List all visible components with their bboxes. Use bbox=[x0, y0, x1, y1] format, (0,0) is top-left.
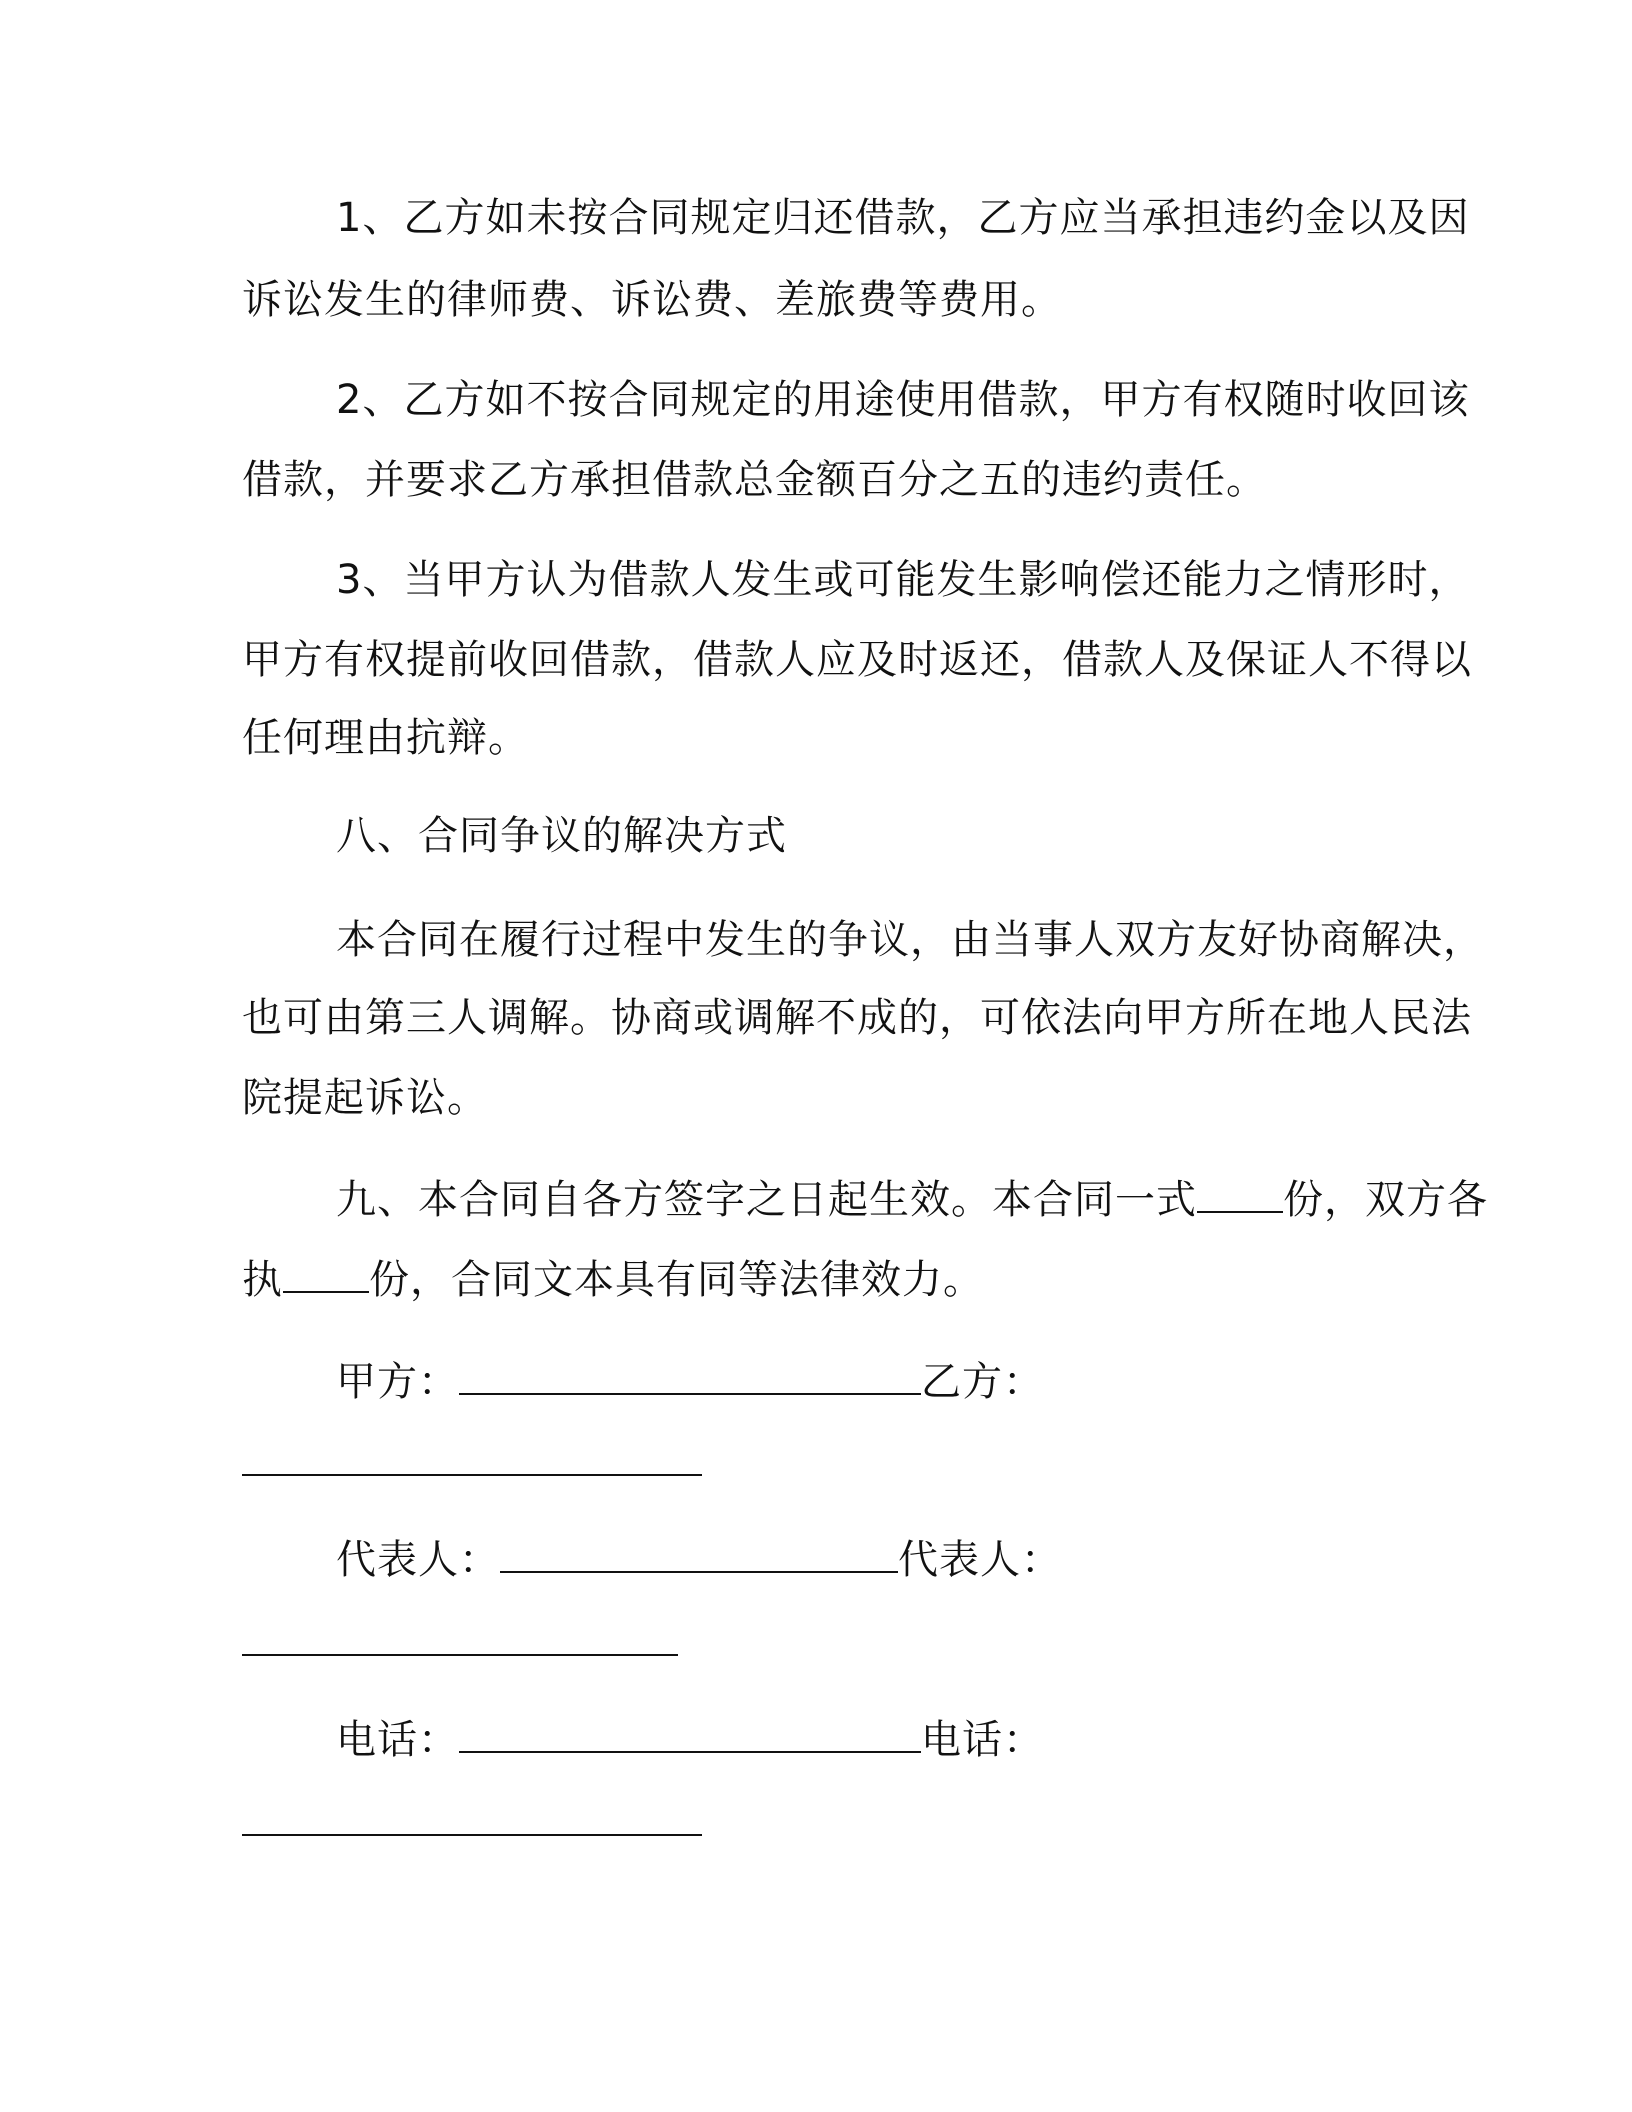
section-8-line-1: 本合同在履行过程中发生的争议，由当事人双方友好协商解决， bbox=[336, 917, 1484, 963]
section-9-line-1 bbox=[336, 1172, 1488, 1228]
rep-b-blank[interactable] bbox=[242, 1654, 678, 1656]
section-9-line-1-text-b: 份，双方各 bbox=[1283, 1177, 1488, 1223]
section-8-line-3: 院提起诉讼。 bbox=[242, 1075, 488, 1121]
party-b-blank[interactable] bbox=[242, 1474, 702, 1476]
phone-signature-line bbox=[336, 1712, 1044, 1768]
phone-b-label: 电话： bbox=[921, 1717, 1044, 1763]
clause-3-line-1: 3、当甲方认为借款人发生或可能发生影响偿还能力之情形时， bbox=[336, 557, 1470, 603]
phone-a-label: 电话： bbox=[336, 1717, 459, 1763]
clause-2-line-1: 2、乙方如不按合同规定的用途使用借款，甲方有权随时收回该 bbox=[336, 377, 1470, 423]
rep-b-label: 代表人： bbox=[898, 1537, 1062, 1583]
section-8-heading: 八、合同争议的解决方式 bbox=[336, 813, 787, 859]
section-9-line-2-text-a: 执 bbox=[242, 1257, 283, 1303]
phone-b-blank[interactable] bbox=[242, 1834, 702, 1836]
clause-1-line-1: 1、乙方如未按合同规定归还借款，乙方应当承担违约金以及因 bbox=[336, 195, 1470, 241]
party-a-label: 甲方： bbox=[336, 1359, 459, 1405]
representative-signature-line bbox=[336, 1532, 1062, 1588]
phone-a-blank[interactable] bbox=[459, 1713, 921, 1753]
rep-a-label: 代表人： bbox=[336, 1537, 500, 1583]
section-9-line-2-text-b: 份，合同文本具有同等法律效力。 bbox=[369, 1257, 984, 1303]
party-a-blank[interactable] bbox=[459, 1355, 921, 1395]
section-9-line-1-text-a: 九、本合同自各方签字之日起生效。本合同一式 bbox=[336, 1177, 1197, 1223]
copies-total-blank[interactable] bbox=[1197, 1173, 1283, 1213]
party-b-label: 乙方： bbox=[921, 1359, 1044, 1405]
party-signature-line bbox=[336, 1354, 1044, 1410]
section-9-line-2 bbox=[242, 1252, 984, 1308]
copies-each-blank[interactable] bbox=[283, 1253, 369, 1293]
rep-a-blank[interactable] bbox=[500, 1533, 898, 1573]
section-8-line-2: 也可由第三人调解。协商或调解不成的，可依法向甲方所在地人民法 bbox=[242, 995, 1472, 1041]
clause-3-line-2: 甲方有权提前收回借款，借款人应及时返还，借款人及保证人不得以 bbox=[242, 637, 1472, 683]
clause-1-line-2: 诉讼发生的律师费、诉讼费、差旅费等费用。 bbox=[242, 277, 1062, 323]
clause-2-line-2: 借款，并要求乙方承担借款总金额百分之五的违约责任。 bbox=[242, 457, 1267, 503]
clause-3-line-3: 任何理由抗辩。 bbox=[242, 715, 529, 761]
